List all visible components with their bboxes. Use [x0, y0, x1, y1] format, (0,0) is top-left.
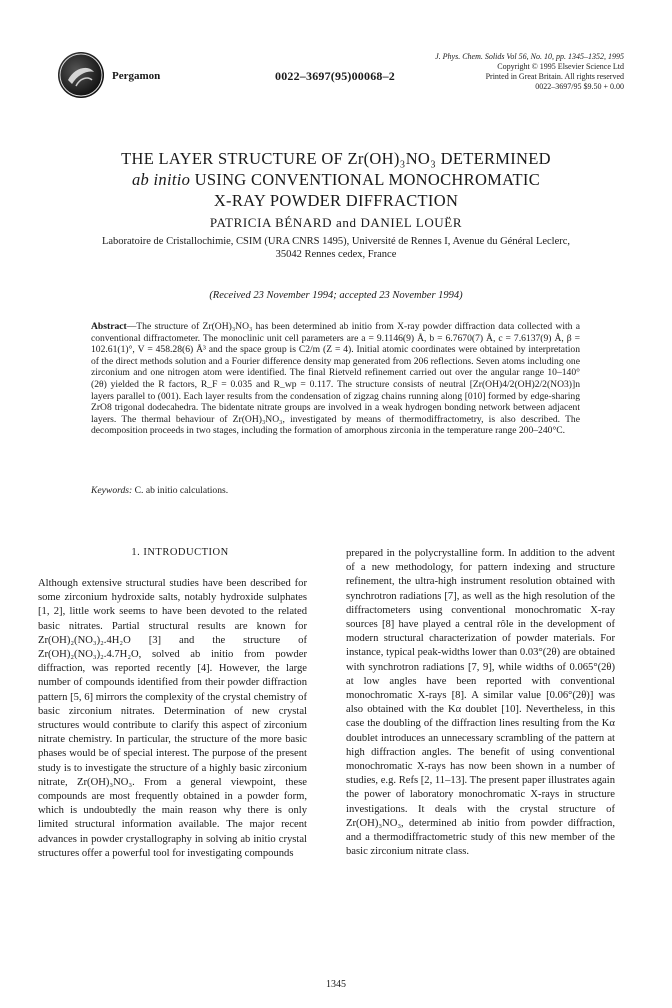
publisher-name: Pergamon [112, 70, 161, 82]
title-line-2 [40, 169, 632, 190]
title-italic: ab initio [132, 170, 191, 189]
body-column-right [346, 547, 615, 859]
abstract-text: —The structure of Zr(OH)₃NO₃ has been determined ab initio from X-ray powder diffraction data collected with a conventional diffractometer. The monoclinic unit cell parameters are a = 9.1146(9) Å, b = 6.7670(7) Å, c = 7.6137(9) Å, β = 102.61(1)°, V = 458.28(6) Å³ and the space group is C2/m (Z = 4). Initial atomic coordinates were obtained by interpretation of the direct methods solution and a Fourier difference density map generated from 206 reflections. Seven atoms including one zirconium and one nitrogen atom were identified. The final Rietveld refinement carried out over the angular range 10–140° (2θ) yielded the R factors, R_F = 0.035 and R_wp = 0.117. The structure consists of neutral [Zr(OH)4/2(OH)2/2(NO3)]n layers parallel to (001). Each layer results from the condensation of zigzag chains running along [010] formed by edge-sharing ZrO8 trigonal dodecahedra. The bidentate nitrate groups are involved in a weak hydrogen bonding network between adjacent layers. The thermal behaviour of Zr(OH)₃NO₃, investigated by means of thermodiffractometry, is also described. The decomposition proceeds in two stages, including the formation of amorphous zirconia in the temperature range 200–240°C. [91, 321, 580, 437]
received-dates: (Received 23 November 1994; accepted 23 November 1994) [209, 290, 463, 301]
affiliation-line-2: 35042 Rennes cedex, France [275, 249, 397, 260]
authors: PATRICIA BÉNARD and DANIEL LOUËR [209, 215, 463, 230]
journal-header [435, 52, 624, 92]
body-column-left [38, 577, 307, 861]
price-line: 0022–3697/95 $9.50 + 0.00 [535, 82, 624, 91]
journal-line: J. Phys. Chem. Solids Vol 56, No. 10, pp. 1345–1352, 1995 [435, 52, 624, 61]
section-heading: 1. INTRODUCTION [131, 547, 229, 558]
keywords-label: Keywords: [91, 485, 133, 496]
intro-paragraph-right: prepared in the polycrystalline form. In addition to the advent of a new methodology, for pattern indexing and structure refinement, the ultra-high instrument resolution obtained with synchrotron radiations [7], as well as the high resolution of the diffractometers using conventional monochromatic X-ray sources [8] have played a central rôle in the development of modern structural characterization of powder materials. For instance, typical peak-widths lower than 0.03°(2θ) are obtained with synchrotron radiations [7, 9], while widths of 0.065°(2θ) at low angles have been reported with conventional monochromatic X-rays [8]. A similar value [0.06°(2θ)] was also obtained with the Kα doublet [10]. Nevertheless, in this case the doubling of the diffraction lines resulting from the Kα doublet introduces an unnecessary scrambling of the pattern at high diffraction angles. The benefit of using conventional monochromatic X-rays has now been shown in a number of studies, e.g. Refs [2, 11–13]. The present paper illustrates again the power of laboratory monochromatic X-rays in structure investigations. It deals with the crystal structure of Zr(OH)₃NO₃, determined ab initio from powder diffraction, and a thermodiffractometric study of this new member of the basic zirconium nitrate class. [346, 548, 615, 858]
abstract-label: Abstract [91, 321, 127, 332]
keywords-text: C. ab initio calculations. [132, 485, 229, 496]
abstract [91, 321, 580, 437]
keywords [91, 485, 228, 496]
title-line-1: THE LAYER STRUCTURE OF Zr(OH)₃NO₃ DETERMINED [121, 149, 551, 168]
title-line-2-rest: USING CONVENTIONAL MONOCHROMATIC [190, 170, 540, 189]
publisher-logo [58, 52, 104, 98]
printed-line: Printed in Great Britain. All rights reserved [485, 72, 624, 81]
copyright-line: Copyright © 1995 Elsevier Science Ltd [497, 62, 624, 71]
intro-paragraph-left: Although extensive structural studies have been described for some zirconium hydroxide salts, notably hydroxide sulphates [1, 2], little work seems to have been devoted to the related basic nitrates. Partial structural results are known for Zr(OH)₂(NO₃)₂.4H₂O [3] and the structure of Zr(OH)₂(NO₃)₂.4.7H₂O, solved ab initio from powder diffraction, was reported recently [4]. However, the large number of compounds identified from their powder diffraction pattern [5, 6] mirrors the complexity of the crystal chemistry of basic zirconium nitrates. Determination of new crystal structures would contribute to clarify this aspect of zirconium nitrate chemistry. In particular, the structure of the more basic phases would be of special interest. The purpose of the present study is to investigate the structure of a highly basic zirconium nitrate, Zr(OH)₃NO₃. From a general viewpoint, these compounds are most frequently obtained in a powder form, which is undoubtedly the main reason why there is only limited structural information available. The major recent advances in powder crystallography in solving ab initio crystal structures offer a powerful tool for investigating compounds [38, 578, 307, 859]
affiliation-line-1: Laboratoire de Cristallochimie, CSIM (URA CNRS 1495), Université de Rennes I, Avenue du Général Leclerc, [101, 236, 571, 247]
paper-title [40, 148, 632, 211]
title-line-3: X-RAY POWDER DIFFRACTION [213, 191, 459, 210]
doi: 0022–3697(95)00068–2 [275, 69, 395, 83]
page-number: 1345 [326, 979, 346, 990]
affiliation [40, 235, 632, 261]
